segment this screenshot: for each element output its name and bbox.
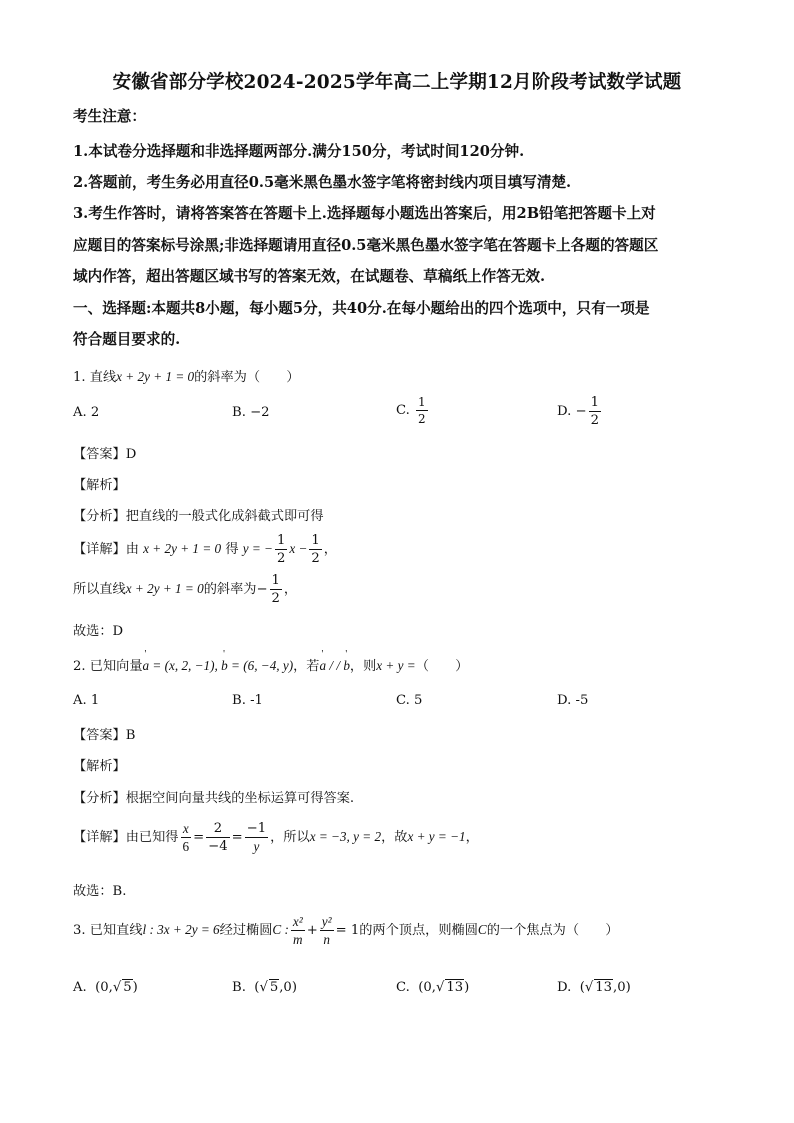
notice-item-1: 1.本试卷分选择题和非选择题两部分.满分150分，考试时间120分钟. bbox=[73, 143, 525, 160]
q1-detail: 【详解】由 x + 2y + 1 = 0 得 y = − $\frac{1}{2}$ x − $\frac{1}{2}$ ， bbox=[73, 533, 337, 567]
q2-answer: 【答案】B bbox=[73, 728, 136, 743]
q3-option-c: C. (0,√ 13) bbox=[396, 980, 470, 995]
q2-detail: 【详解】由已知得 $\frac{x}{6}$ = $\frac{2}{-4}$ = $\frac{-1}{y}$ ，所以x = −3, y = 2，故x + y = −1， bbox=[73, 821, 479, 855]
q2-fenxi: 【分析】根据空间向量共线的坐标运算可得答案. bbox=[73, 791, 355, 806]
q1-conclusion-fraction: $\frac{1}{2}$ bbox=[271, 573, 280, 607]
q3-line-equation: l : 3x + 2y = 6 bbox=[142, 922, 220, 938]
q2-option-a: A. 1 bbox=[73, 693, 100, 708]
q2-option-d: D. -5 bbox=[557, 693, 589, 708]
q1-line-equation: x + 2y + 1 = 0 bbox=[116, 369, 195, 384]
notice-item-2: 2.答题前，考生务必用直径0.5毫米黑色墨水签字笔将密封线内项目填写清楚. bbox=[73, 174, 572, 191]
q1-option-a: A. 2 bbox=[73, 405, 100, 420]
q1-fenxi: 【分析】把直线的一般式化成斜截式即可得 bbox=[73, 509, 324, 524]
question-3: 3. 已知直线l : 3x + 2y = 6经过椭圆C : $\frac{\text{x²}}{m}$ + $\frac{\text{y²}}{n}$ = 1的两个顶点，则椭圆C的一个焦点为（ ） bbox=[73, 914, 619, 948]
q2-fraction-2: $\frac{2}{-4}$ bbox=[208, 821, 228, 855]
q2-fraction-1: $\frac{x}{6}$ bbox=[182, 821, 190, 855]
q2-option-b: B. -1 bbox=[232, 693, 263, 708]
question-1: 1. 直线x + 2y + 1 = 0的斜率为（ ） bbox=[73, 369, 300, 385]
q3-option-d: D. (√ 13,0) bbox=[557, 980, 631, 995]
notice-item-3: 3.考生作答时，请将答案答在答题卡上.选择题每小题选出答案后，用2B铅笔把答题卡上对 bbox=[73, 205, 656, 222]
page-title: 安徽省部分学校2024-2025学年高二上学期12月阶段考试数学试题 bbox=[112, 72, 682, 93]
q2-option-c: C. 5 bbox=[396, 693, 423, 708]
q2-fraction-3: $\frac{-1}{y}$ bbox=[246, 821, 267, 855]
notice-item-3-cont: 应题目的答案标号涂黑;非选择题请用直径0.5毫米黑色墨水签字笔在答题卡上各题的答题区 bbox=[73, 237, 659, 254]
q1-conclusion: 所以直线x + 2y + 1 = 0的斜率为− $\frac{1}{2}$ ， bbox=[73, 573, 298, 607]
q1-option-d-fraction: $\frac{1}{2}$ bbox=[590, 395, 599, 429]
q2-choice: 故选：B. bbox=[73, 884, 127, 899]
q1-analysis-tag: 【解析】 bbox=[73, 478, 126, 493]
section-heading-line-1: 一、选择题:本题共8小题，每小题5分，共40分.在每小题给出的四个选项中，只有一项是 bbox=[73, 300, 650, 317]
q3-ellipse-term-x: $\frac{\text{x²}}{m}$ bbox=[292, 914, 303, 948]
q3-ellipse-term-y: $\frac{\text{y²}}{n}$ bbox=[321, 914, 332, 948]
q1-detail-fraction-1: $\frac{1}{2}$ bbox=[276, 533, 286, 567]
q1-detail-fraction-2: $\frac{1}{2}$ bbox=[311, 533, 320, 567]
q3-option-a: A. (0,√ 5) bbox=[73, 980, 138, 995]
question-2: 2. 已知向量' a = (x, 2, −1), ' b = (6, −4, y)，若' a / / ' b，则x + y =（ ） bbox=[73, 655, 468, 674]
notice-item-3-end: 域内作答，超出答题区域书写的答案无效，在试题卷、草稿纸上作答无效. bbox=[73, 268, 546, 285]
q3-option-b: B. (√ 5,0) bbox=[232, 980, 297, 995]
q2-analysis-tag: 【解析】 bbox=[73, 759, 126, 774]
q1-option-b: B. −2 bbox=[232, 405, 270, 420]
section-heading-line-2: 符合题目要求的. bbox=[73, 331, 181, 348]
vector-b: ' b bbox=[221, 658, 228, 674]
q1-answer: 【答案】D bbox=[73, 447, 137, 462]
notice-heading: 考生注意： bbox=[73, 108, 146, 125]
q1-choice: 故选：D bbox=[73, 624, 124, 639]
vector-a: ' a bbox=[143, 658, 150, 674]
q1-option-d: D. − $\frac{1}{2}$ bbox=[557, 395, 599, 429]
q1-option-c-fraction: $\frac{1}{2}$ bbox=[418, 395, 426, 426]
q1-option-c: C. $\frac{1}{2}$ bbox=[396, 395, 426, 426]
